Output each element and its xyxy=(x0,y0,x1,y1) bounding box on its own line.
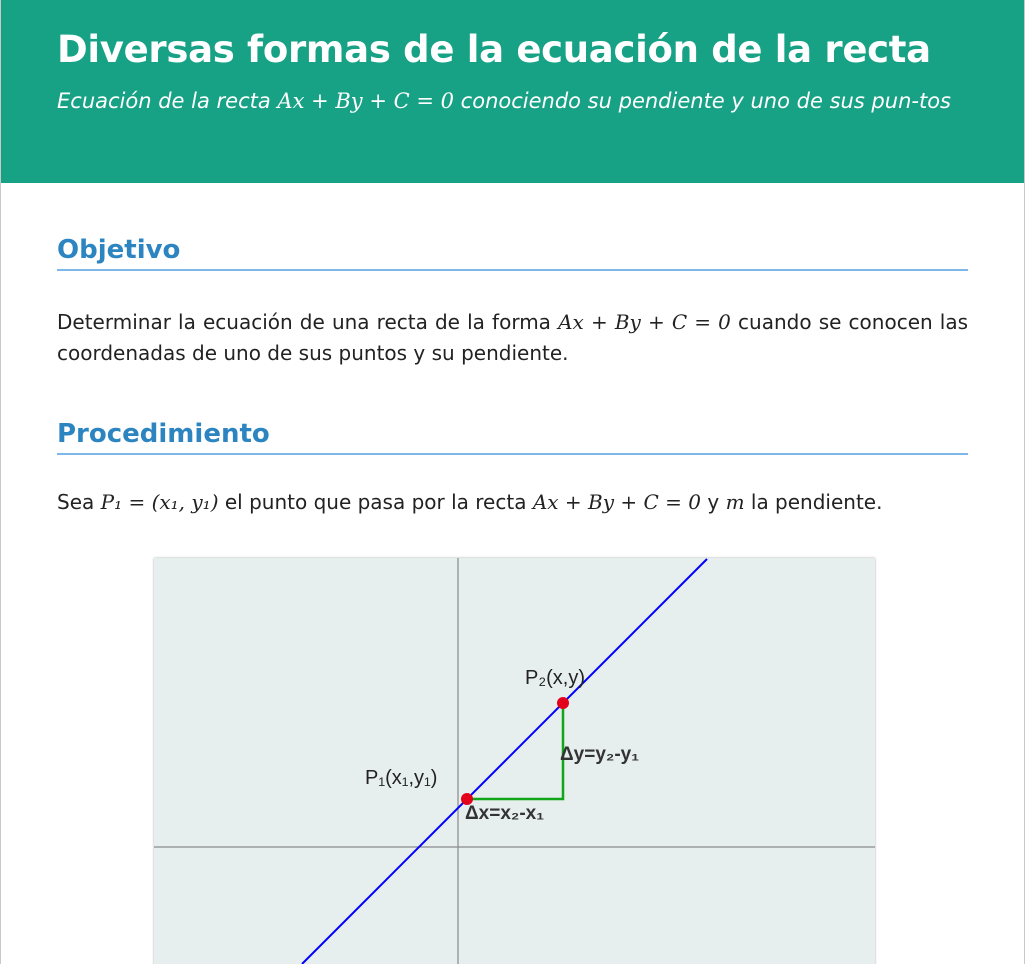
straight-line xyxy=(302,559,707,964)
point-p2 xyxy=(557,697,569,709)
objetivo-text-pre: Determinar la ecuación de una recta de la forma xyxy=(57,310,551,334)
subtitle-text-post: conociendo su pendiente y uno de sus pun-tos xyxy=(460,89,951,113)
objetivo-equation: Ax + By + C = 0 xyxy=(558,310,731,334)
page-header xyxy=(1,0,1024,183)
label-p2: P₂(x,y) xyxy=(525,667,585,689)
procedimiento-equation: Ax + By + C = 0 xyxy=(532,490,701,514)
slope-diagram xyxy=(154,558,875,964)
subtitle-equation: Ax + By + C = 0 xyxy=(277,89,454,113)
procedimiento-point: P₁ = (x₁, y₁) xyxy=(100,490,219,514)
procedimiento-sea: Sea xyxy=(57,490,95,514)
objetivo-paragraph xyxy=(57,307,968,369)
main-content xyxy=(1,235,1024,518)
section-heading-objetivo: Objetivo xyxy=(57,235,968,271)
procedimiento-y: y xyxy=(707,490,720,514)
label-p1: P₁(x₁,y₁) xyxy=(365,767,438,789)
procedimiento-paragraph xyxy=(57,487,968,518)
procedimiento-text-mid: el punto que pasa por la recta xyxy=(224,490,527,514)
subtitle-text-pre: Ecuación de la recta xyxy=(57,89,271,113)
page-subtitle xyxy=(57,87,967,116)
label-delta-y: Δy=y₂-y₁ xyxy=(560,744,640,765)
procedimiento-text-end: la pendiente. xyxy=(750,490,883,514)
page-title: Diversas formas de la ecuación de la recta xyxy=(57,28,931,71)
procedimiento-slope: m xyxy=(725,490,745,514)
slope-figure xyxy=(154,558,875,964)
objetivo-text-post: cuando se conocen las coordenadas de uno de sus puntos y su pendiente. xyxy=(57,310,969,365)
label-delta-x: Δx=x₂-x₁ xyxy=(465,803,545,824)
section-heading-procedimiento: Procedimiento xyxy=(57,419,968,455)
